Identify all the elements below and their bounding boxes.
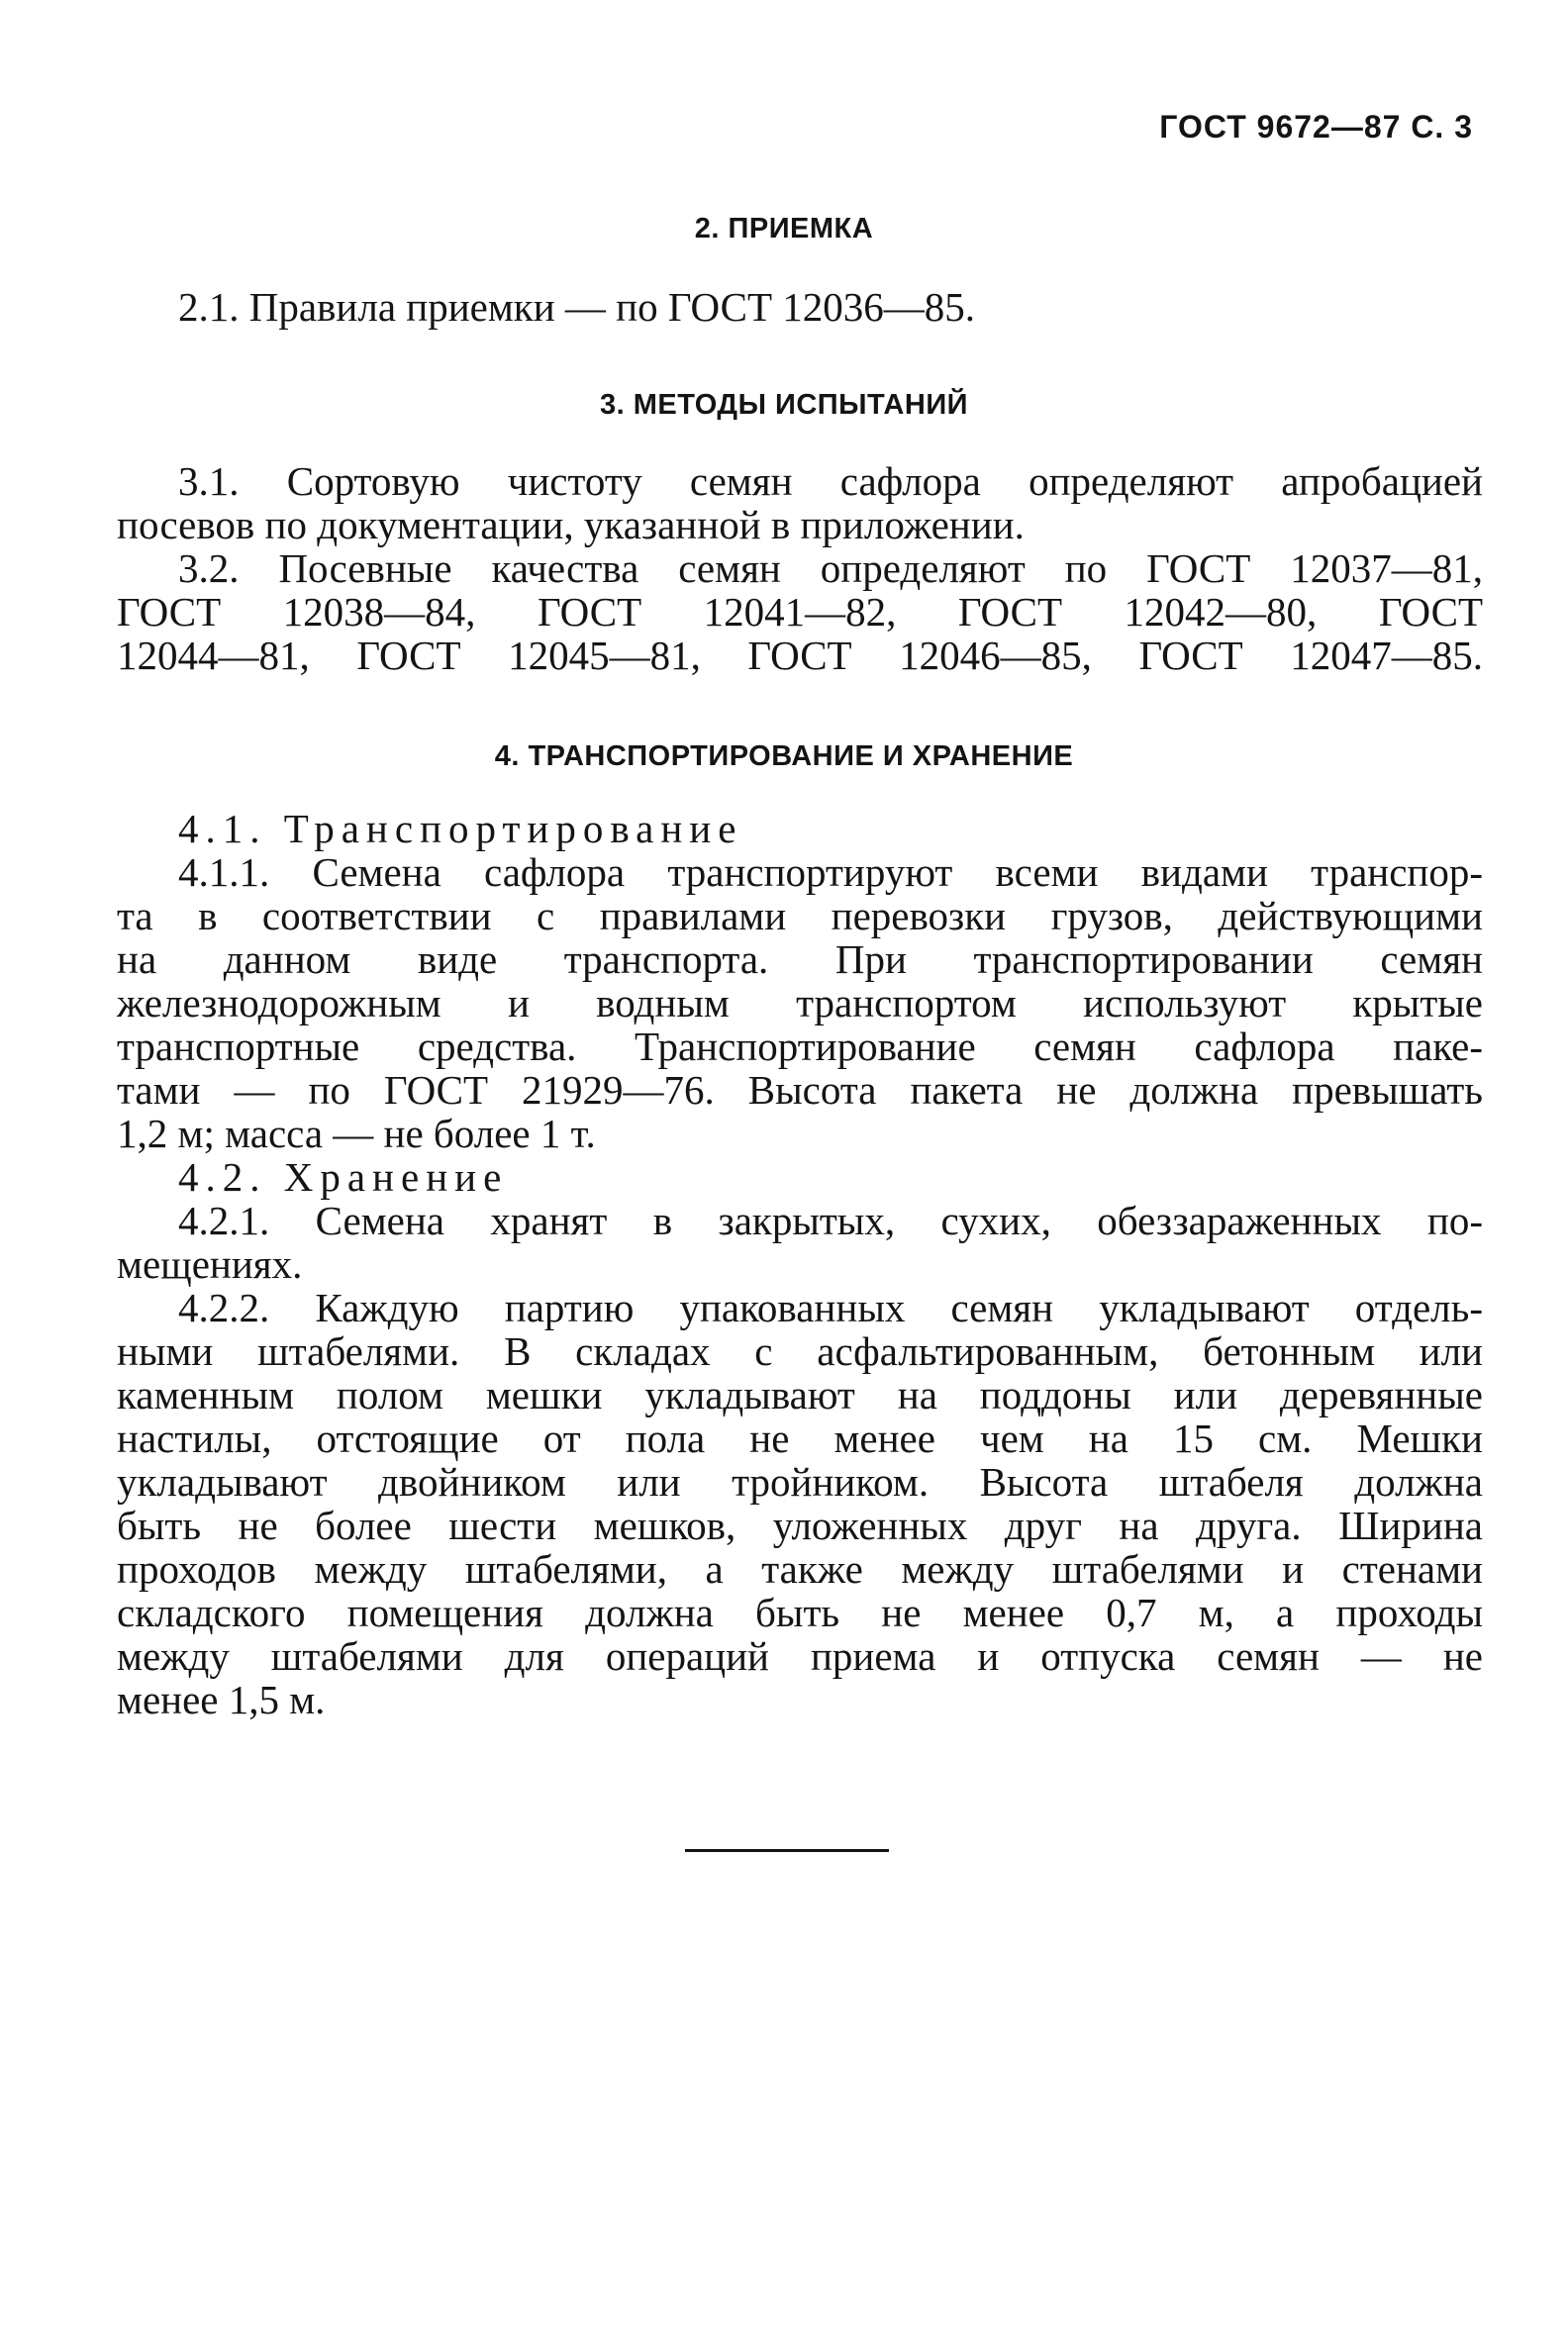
paragraph-line: 4.1.1. Семена сафлора транспортируют всеми видами транспор- bbox=[178, 849, 1483, 895]
subsection-title: 4.2. Хранение bbox=[178, 1154, 509, 1200]
end-divider bbox=[685, 1849, 889, 1852]
section-acceptance-body bbox=[117, 285, 1483, 329]
paragraph-line: 12044—81, ГОСТ 12045—81, ГОСТ 12046—85, ГОСТ 12047—85. bbox=[117, 633, 1483, 678]
paragraph-line: настилы, отстоящие от пола не менее чем на 15 см. Мешки bbox=[117, 1416, 1483, 1461]
paragraph-line: между штабелями для операций приема и отпуска семян — не bbox=[117, 1633, 1483, 1679]
page-header: ГОСТ 9672—87 С. 3 bbox=[1159, 109, 1473, 145]
paragraph-line: посевов по документации, указанной в приложении. bbox=[117, 502, 1025, 547]
paragraph-line: железнодорожным и водным транспортом используют крытые bbox=[117, 980, 1483, 1026]
section-transport-storage-body bbox=[117, 807, 1483, 1721]
paragraph-line: 3.1. Сортовую чистоту семян сафлора определяют апробацией bbox=[178, 458, 1483, 504]
section-heading-acceptance: 2. ПРИЕМКА bbox=[694, 213, 874, 244]
section-heading-transport-storage: 4. ТРАНСПОРТИРОВАНИЕ И ХРАНЕНИЕ bbox=[494, 740, 1074, 772]
paragraph-line: ными штабелями. В складах с асфальтированным, бетонным или bbox=[117, 1328, 1483, 1374]
section-test-methods-body bbox=[117, 459, 1483, 677]
paragraph-line: укладывают двойником или тройником. Высота штабеля должна bbox=[117, 1459, 1483, 1505]
paragraph-line: 3.2. Посевные качества семян определяют по ГОСТ 12037—81, bbox=[178, 545, 1483, 591]
paragraph-line: на данном виде транспорта. При транспортировании семян bbox=[117, 936, 1483, 982]
paragraph-line: та в соответствии с правилами перевозки грузов, действующими bbox=[117, 893, 1483, 938]
paragraph-line: 4.2.2. Каждую партию упакованных семян укладывают отдель- bbox=[178, 1285, 1483, 1330]
paragraph-line: мещениях. bbox=[117, 1241, 303, 1287]
paragraph-line: транспортные средства. Транспортирование семян сафлора паке- bbox=[117, 1024, 1483, 1069]
subsection-title: 4.1. Транспортирование bbox=[178, 806, 743, 851]
section-heading-test-methods: 3. МЕТОДЫ ИСПЫТАНИЙ bbox=[600, 389, 968, 421]
paragraph-line: ГОСТ 12038—84, ГОСТ 12041—82, ГОСТ 12042—80, ГОСТ bbox=[117, 589, 1483, 635]
paragraph-line: менее 1,5 м. bbox=[117, 1677, 326, 1722]
paragraph-line: тами — по ГОСТ 21929—76. Высота пакета не должна превышать bbox=[117, 1067, 1483, 1113]
paragraph-line: складского помещения должна быть не менее 0,7 м, а проходы bbox=[117, 1590, 1483, 1635]
paragraph-line: 4.2.1. Семена хранят в закрытых, сухих, обеззараженных по- bbox=[178, 1198, 1483, 1243]
paragraph-line: проходов между штабелями, а также между штабелями и стенами bbox=[117, 1546, 1483, 1592]
paragraph-line: быть не более шести мешков, уложенных друг на друга. Ширина bbox=[117, 1503, 1483, 1548]
paragraph-line: 2.1. Правила приемки — по ГОСТ 12036—85. bbox=[178, 284, 976, 330]
paragraph-line: 1,2 м; масса — не более 1 т. bbox=[117, 1111, 596, 1156]
paragraph-line: каменным полом мешки укладывают на поддоны или деревянные bbox=[117, 1372, 1483, 1417]
